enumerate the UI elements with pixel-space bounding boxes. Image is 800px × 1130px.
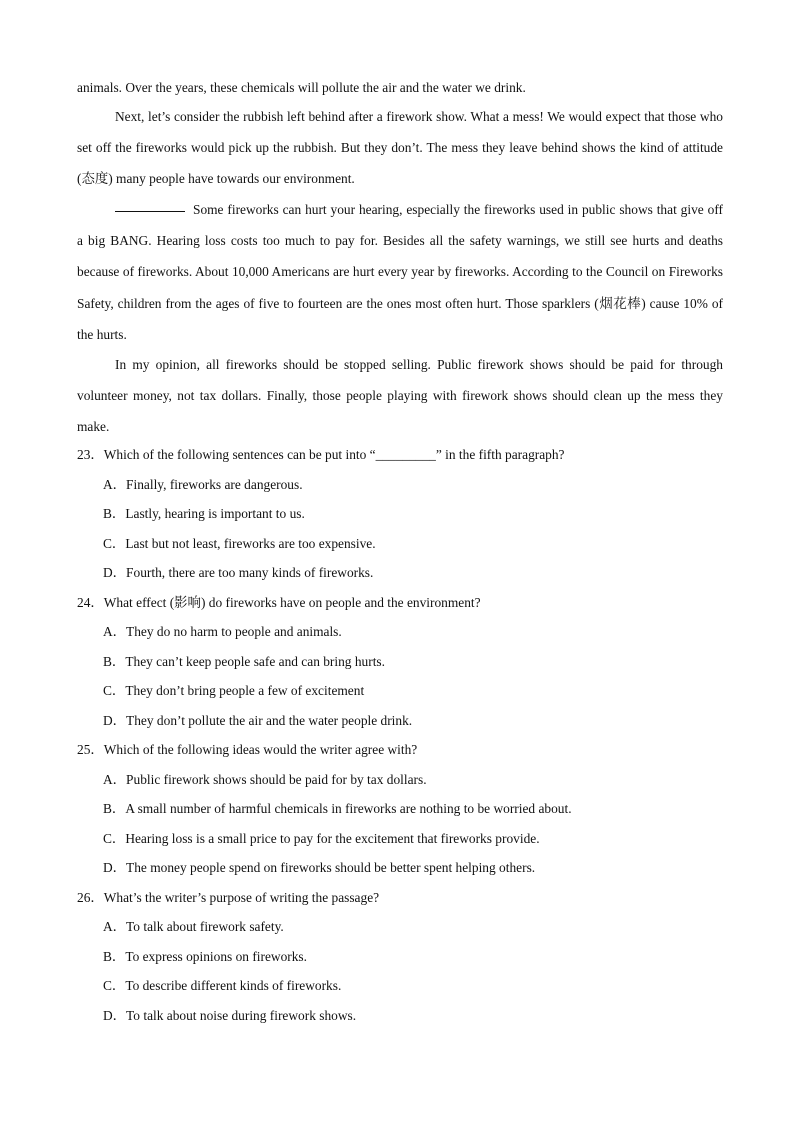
question-25-option-c[interactable]: C．Hearing loss is a small price to pay for the excitement that fireworks provide. [103,831,540,846]
question-25-option-a[interactable]: A．Public firework shows should be paid for by tax dollars. [103,772,427,787]
answer-blank [115,200,185,212]
question-23-option-b[interactable]: B．Lastly, hearing is important to us. [103,506,305,521]
question-24-option-a[interactable]: A．They do no harm to people and animals. [103,624,342,639]
paragraph-4: In my opinion, all fireworks should be stopped selling. Public firework shows should be paid for through volunteer money, not tax dollars. Finally, those people playing with firework shows should clean up the mess they make. [77,357,723,435]
question-26-option-d[interactable]: D．To talk about noise during firework shows. [103,1008,357,1023]
question-24-option-c[interactable]: C．They don’t bring people a few of excitement [103,683,365,698]
question-26-option-b[interactable]: B．To express opinions on fireworks. [103,949,307,964]
question-25-stem: 25．Which of the following ideas would the writer agree with? [77,742,418,757]
question-23-stem: 23．Which of the following sentences can be put into “_________” in the fifth paragraph? [77,447,565,462]
question-25-option-d[interactable]: D．The money people spend on fireworks should be better spent helping others. [103,860,536,875]
paragraph-3 [77,194,723,350]
question-23-option-c[interactable]: C．Last but not least, fireworks are too expensive. [103,536,376,551]
question-26-option-c[interactable]: C．To describe different kinds of fireworks. [103,978,342,993]
question-24-stem: 24．What effect (影响) do fireworks have on people and the environment? [77,595,481,610]
question-24-option-b[interactable]: B．They can’t keep people safe and can bring hurts. [103,654,385,669]
paragraph-2: Next, let’s consider the rubbish left behind after a firework show. What a mess! We would expect that those who set off the fireworks would pick up the rubbish. But they don’t. The mess they leave behind shows the kind of attitude (态度) many people have towards our environment. [77,109,723,187]
paragraph-1-tail: animals. Over the years, these chemicals will pollute the air and the water we drink. [77,80,526,95]
question-26-stem: 26．What’s the writer’s purpose of writing the passage? [77,890,380,905]
question-23-option-a[interactable]: A．Finally, fireworks are dangerous. [103,477,303,492]
question-26-option-a[interactable]: A．To talk about firework safety. [103,919,284,934]
question-23-option-d[interactable]: D．Fourth, there are too many kinds of fireworks. [103,565,374,580]
paragraph-3-text: Some fireworks can hurt your hearing, especially the fireworks used in public shows that give off a big BANG. Hearing loss costs too much to pay for. Besides all the safety warnings, we still see hurts and deaths because of fireworks. About 10,000 Americans are hurt every year by fireworks. According to the Council on Fireworks Safety, children from the ages of five to fourteen are the ones most often hurt. Those sparklers (烟花棒) cause 10% of the hurts. [77,202,723,342]
question-25-option-b[interactable]: B．A small number of harmful chemicals in fireworks are nothing to be worried about. [103,801,572,816]
question-24-option-d[interactable]: D．They don’t pollute the air and the water people drink. [103,713,413,728]
